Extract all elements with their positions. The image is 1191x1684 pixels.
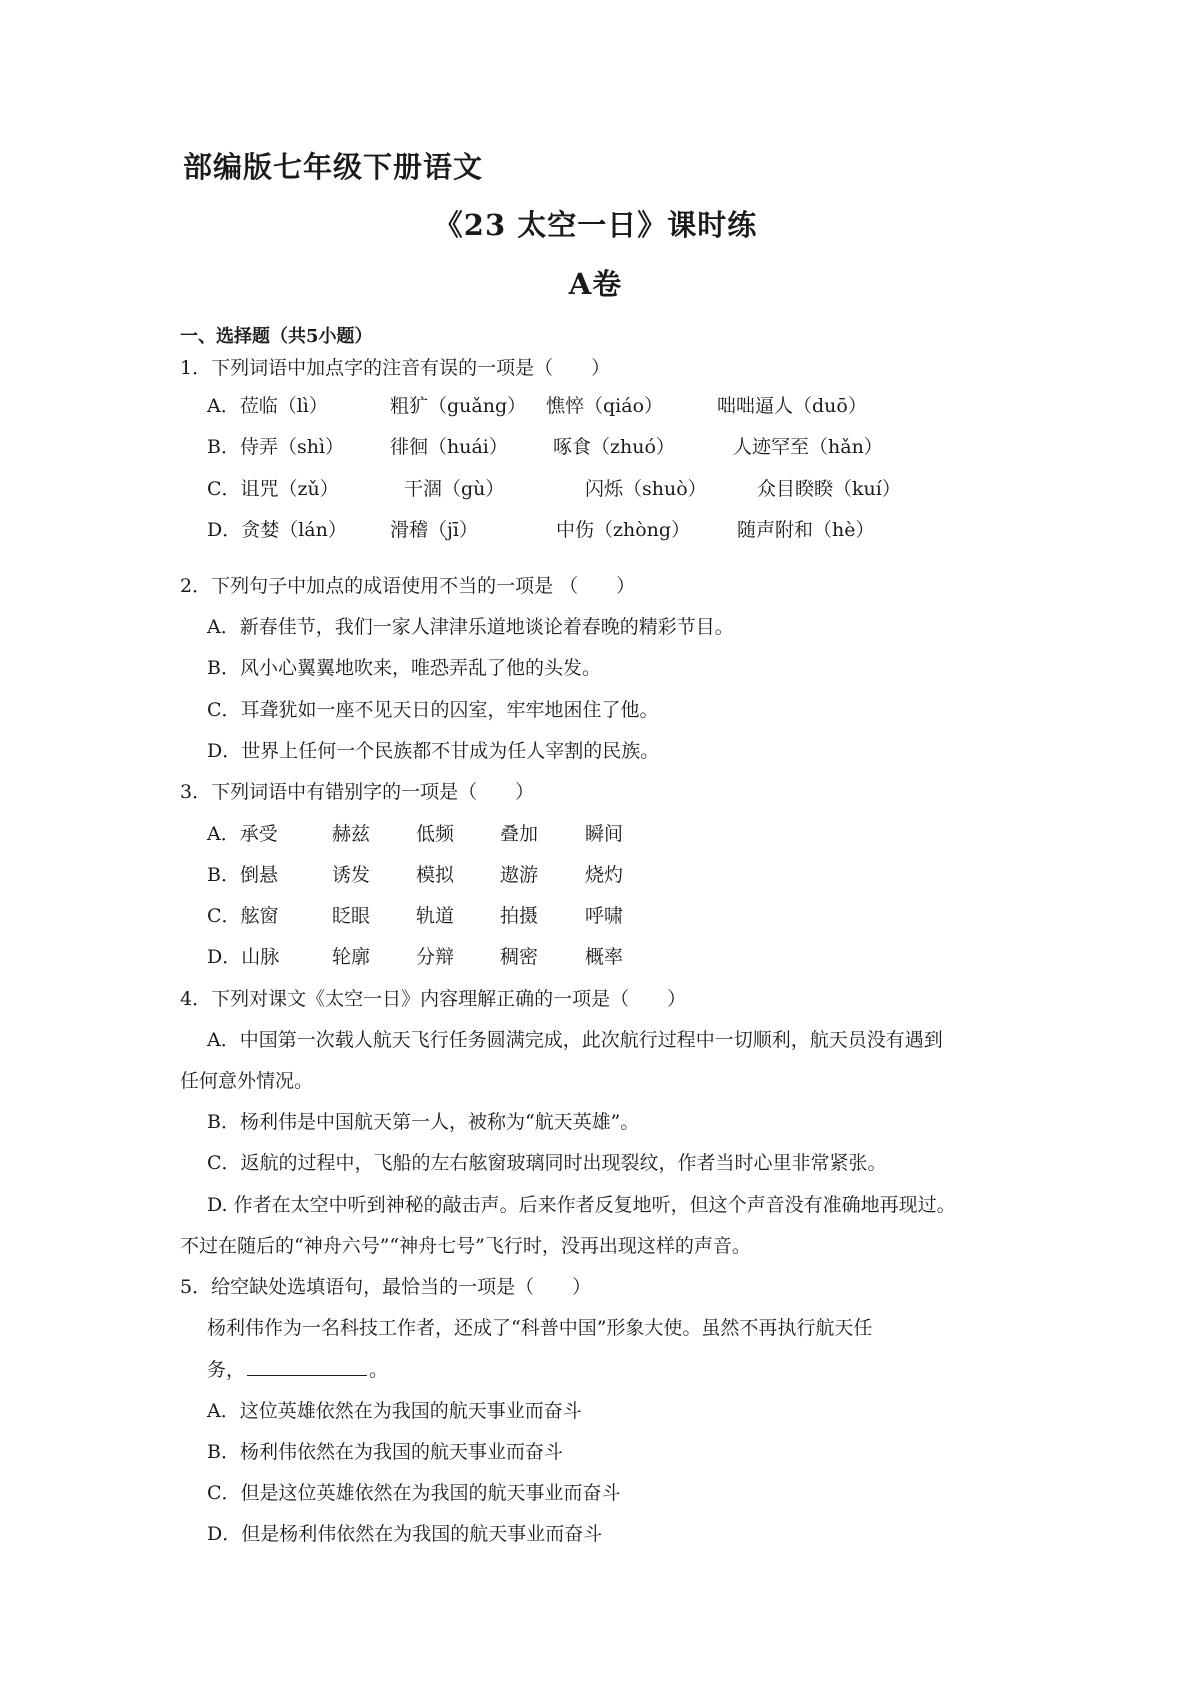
q2-option-b: B．风小心翼翼地吹来，唯恐弄乱了他的头发。 bbox=[207, 657, 601, 679]
subject-line: 部编版七年级下册语文 bbox=[183, 150, 484, 184]
q3-option-d-2: 轮廓 bbox=[332, 946, 371, 968]
q3-option-b-4: 遨游 bbox=[500, 864, 539, 886]
question-2-stem: 2．下列句子中加点的成语使用不当的一项是 （ ） bbox=[180, 575, 636, 597]
q5-passage-line2 bbox=[207, 1357, 388, 1382]
q1-option-c-4: 众目睽睽（kuí） bbox=[757, 478, 901, 500]
q1-option-c-3: 闪烁（shuò） bbox=[585, 478, 707, 500]
q5-option-b: B．杨利伟依然在为我国的航天事业而奋斗 bbox=[207, 1441, 563, 1463]
q3-option-c-3: 轨道 bbox=[416, 905, 455, 927]
q3-option-a-4: 叠加 bbox=[500, 823, 539, 845]
q3-option-b-5: 烧灼 bbox=[585, 864, 624, 886]
q3-option-a-5: 瞬间 bbox=[585, 823, 624, 845]
question-5-stem: 5．给空缺处选填语句，最恰当的一项是（ ） bbox=[180, 1276, 592, 1298]
q3-option-d-1: D．山脉 bbox=[207, 946, 280, 968]
q1-option-b-2: 徘徊（huái） bbox=[390, 436, 508, 458]
q3-option-b-2: 诱发 bbox=[332, 864, 371, 886]
q1-option-c-2: 干涸（gù） bbox=[404, 478, 505, 500]
q4-option-a-line1: A．中国第一次载人航天飞行任务圆满完成，此次航行过程中一切顺利，航天员没有遇到 bbox=[207, 1029, 943, 1051]
lesson-title: 《23 太空一日》课时练 bbox=[433, 208, 758, 242]
q1-option-d-1: D．贪婪（lán） bbox=[207, 519, 347, 541]
q1-option-a-3: 憔悴（qiáo） bbox=[546, 395, 664, 417]
q3-option-d-5: 概率 bbox=[585, 946, 624, 968]
q1-option-d-4: 随声附和（hè） bbox=[737, 519, 875, 541]
q5-passage-prefix: 务， bbox=[207, 1359, 246, 1381]
q3-option-c-1: C．舷窗 bbox=[207, 905, 279, 927]
q1-option-b-1: B．侍弄（shì） bbox=[207, 436, 345, 458]
question-1-stem: 1．下列词语中加点字的注音有误的一项是（ ） bbox=[180, 357, 611, 379]
q4-option-a-line2: 任何意外情况。 bbox=[180, 1070, 314, 1092]
question-4-stem: 4．下列对课文《太空一日》内容理解正确的一项是（ ） bbox=[180, 988, 687, 1010]
q4-option-c: C．返航的过程中，飞船的左右舷窗玻璃同时出现裂纹，作者当时心里非常紧张。 bbox=[207, 1152, 887, 1174]
q3-option-b-1: B．倒悬 bbox=[207, 864, 278, 886]
q5-option-d: D．但是杨利伟依然在为我国的航天事业而奋斗 bbox=[207, 1523, 603, 1545]
q1-option-a-2: 粗犷（guǎng） bbox=[390, 395, 527, 417]
q1-option-a-4: 咄咄逼人（duō） bbox=[717, 395, 867, 417]
volume-title: A卷 bbox=[568, 267, 623, 301]
q5-answer-blank bbox=[247, 1357, 367, 1376]
q3-option-d-4: 稠密 bbox=[500, 946, 539, 968]
q1-option-b-3: 啄食（zhuó） bbox=[553, 436, 675, 458]
q1-option-c-1: C．诅咒（zǔ） bbox=[207, 478, 339, 500]
q5-passage-line1: 杨利伟作为一名科技工作者，还成了“科普中国”形象大使。虽然不再执行航天任 bbox=[207, 1317, 873, 1339]
q1-option-d-2: 滑稽（jī） bbox=[390, 519, 478, 541]
q3-option-a-2: 赫兹 bbox=[332, 823, 371, 845]
q4-option-d-line1: D. 作者在太空中听到神秘的敲击声。后来作者反复地听，但这个声音没有准确地再现过。 bbox=[207, 1194, 956, 1216]
q5-option-a: A．这位英雄依然在为我国的航天事业而奋斗 bbox=[207, 1400, 582, 1422]
q1-option-d-3: 中伤（zhòng） bbox=[556, 519, 691, 541]
q5-option-c: C．但是这位英雄依然在为我国的航天事业而奋斗 bbox=[207, 1482, 621, 1504]
q3-option-c-5: 呼啸 bbox=[585, 905, 624, 927]
q3-option-a-3: 低频 bbox=[416, 823, 455, 845]
q3-option-c-2: 眨眼 bbox=[332, 905, 371, 927]
q3-option-c-4: 拍摄 bbox=[500, 905, 539, 927]
q4-option-b: B．杨利伟是中国航天第一人，被称为“航天英雄”。 bbox=[207, 1111, 640, 1133]
q3-option-a-1: A．承受 bbox=[207, 823, 278, 845]
section-title: 一、选择题（共5小题） bbox=[180, 326, 373, 347]
question-3-stem: 3．下列词语中有错别字的一项是（ ） bbox=[180, 781, 535, 803]
q1-option-b-4: 人迹罕至（hǎn） bbox=[733, 436, 883, 458]
q2-option-c: C．耳聋犹如一座不见天日的囚室，牢牢地困住了他。 bbox=[207, 699, 659, 721]
q5-passage-suffix: 。 bbox=[369, 1359, 389, 1381]
q3-option-d-3: 分辩 bbox=[416, 946, 455, 968]
q1-option-a-1: A．莅临（lì） bbox=[207, 395, 328, 417]
q3-option-b-3: 模拟 bbox=[416, 864, 455, 886]
q4-option-d-line2: 不过在随后的“神舟六号”“神舟七号”飞行时，没再出现这样的声音。 bbox=[180, 1235, 751, 1257]
q2-option-d: D．世界上任何一个民族都不甘成为任人宰割的民族。 bbox=[207, 740, 660, 762]
q2-option-a: A．新春佳节，我们一家人津津乐道地谈论着春晚的精彩节目。 bbox=[207, 616, 734, 638]
